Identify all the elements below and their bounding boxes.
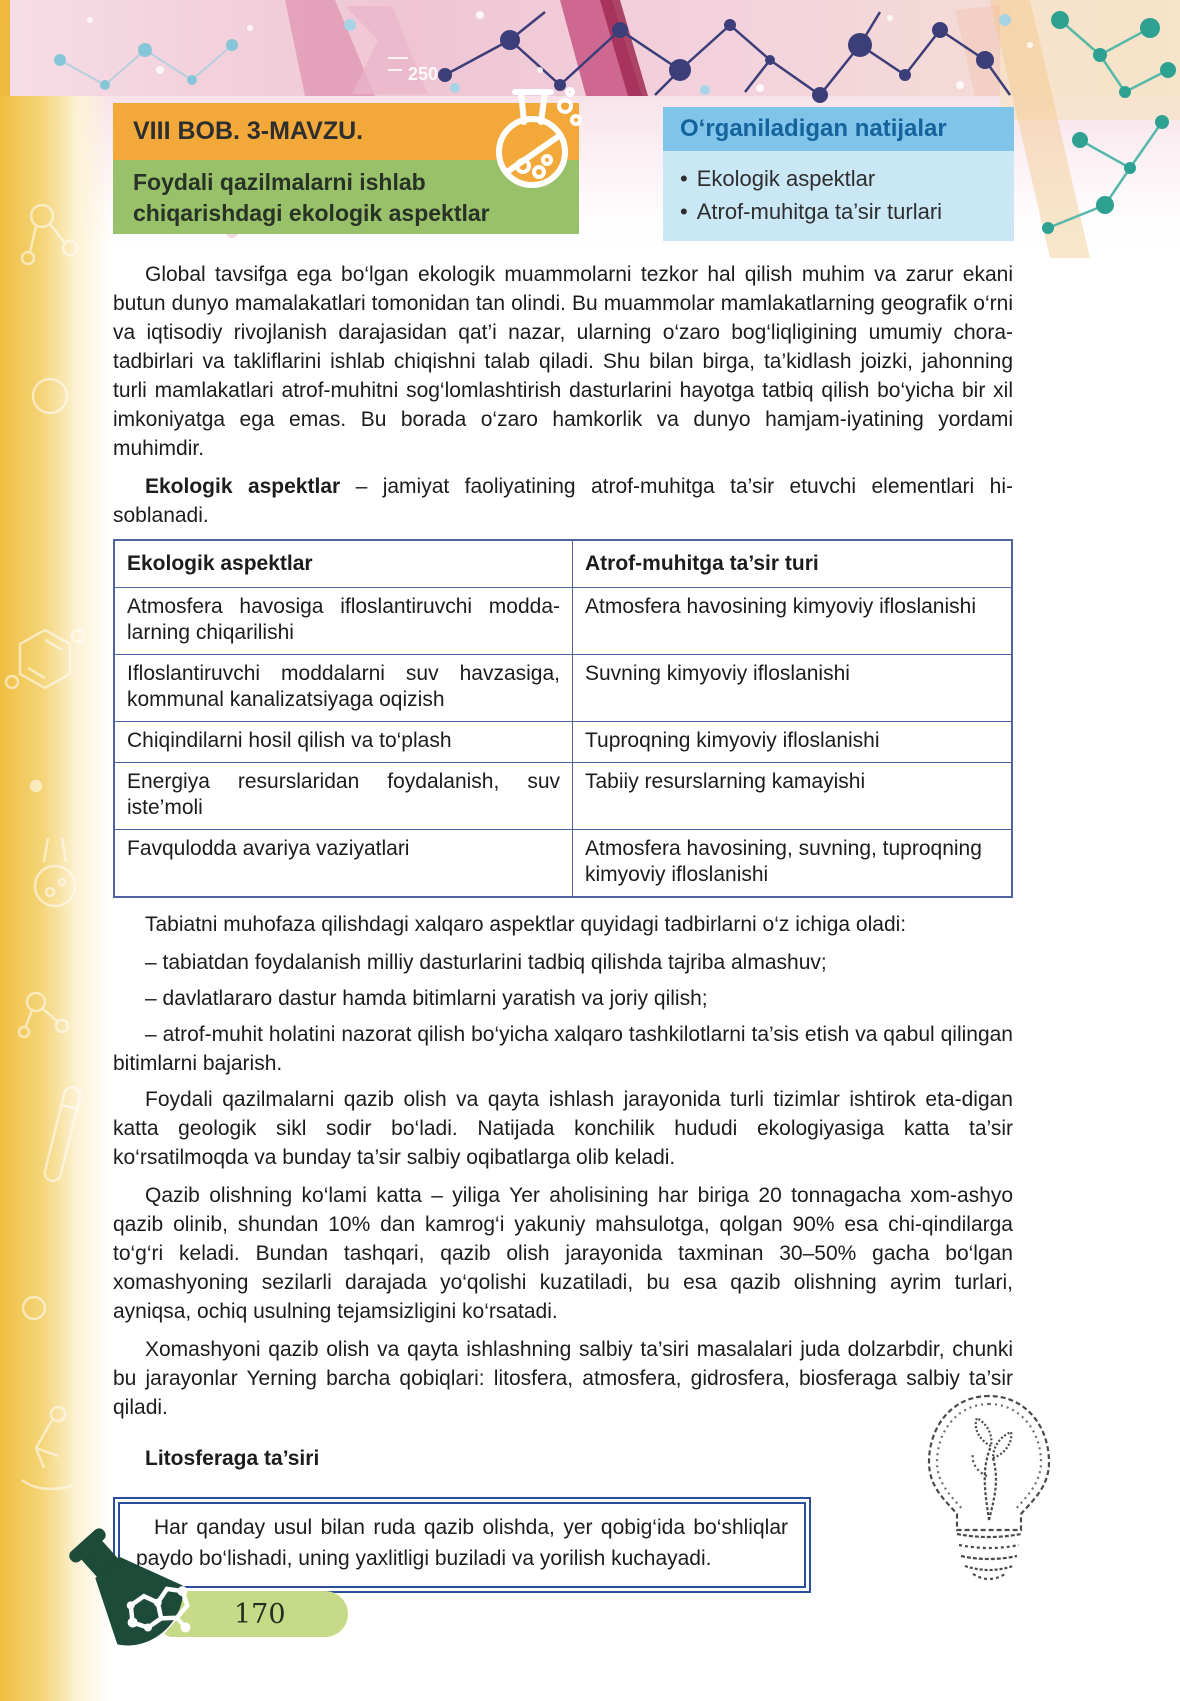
lightbulb-icon: [903, 1384, 1075, 1589]
info-box-text: Har qanday usul bilan ruda qazib olishda, yer qobig‘ida bo‘shliqlar paydo bo‘lishadi, uning yaxlitligi buziladi va yorilish kuchayadi.: [136, 1516, 788, 1570]
table-row: [114, 830, 1012, 898]
topic-title-line2: chiqarishdagi ekologik aspektlar: [133, 200, 490, 226]
table-cell: Suvning kimyoviy ifloslanishi: [573, 655, 1013, 722]
table-row: [114, 588, 1012, 655]
table-cell: Chiqindilarni hosil qilish va to‘plash: [114, 722, 573, 763]
test-tube-icon: [43, 1086, 82, 1183]
table-cell: Energiya resurslaridan foydalanish, suv iste’moli: [114, 763, 573, 830]
side-strip: [0, 96, 112, 1701]
flask-icon: [477, 84, 587, 196]
aspects-table: [113, 539, 1013, 898]
paragraph-aspects-definition: [113, 472, 1013, 530]
outcome-item: [680, 195, 1000, 228]
flask-logo-icon: [52, 1516, 242, 1701]
outcomes-title: O‘rganiladigan natijalar: [680, 115, 947, 142]
paragraph-extraction-scale: Qazib olishning ko‘lami katta – yiliga Yer aholisining har biriga 20 tonnagacha xom-ashyo qazib olinib, shundan 10% dan kamrog‘i yakuniy mahsulotga, qolgan 90% esa chi-qindilarga to‘g‘ri keladi. Bundan tashqari, qazib olish jarayonida taxminan 30–50% gacha bo‘lgan xomashyoning sezilarli darajada yo‘qolishi kuzatiladi, bu esa qazib olishning ayrim turlari, ayniqsa, ochiq usulning tejamsizligini ko‘rsatadi.: [113, 1184, 1013, 1323]
list-item: – davlatlararo dastur hamda bitimlarni yaratish va joriy qilish;: [145, 987, 708, 1010]
ring-icon: [33, 379, 67, 413]
aspects-lead: Ekologik aspektlar: [145, 475, 341, 498]
microscope-icon: [22, 1407, 72, 1489]
table-cell: Atmosfera havosining, suvning, tuproqning kimyoviy ifloslanishi: [573, 830, 1013, 898]
list-item: – tabiatdan foydalanish milliy dasturlarini tadbiq qilishda tajriba almashuv;: [145, 951, 827, 974]
flask-graduation-label: 250: [408, 64, 439, 84]
molecule-icon: [22, 205, 77, 264]
table-header-aspects: Ekologik aspektlar: [114, 540, 573, 588]
aspects-rest: – jamiyat faoliyatining atrof-muhitga ta’sir etuvchi elementlari hi-soblanadi.: [113, 475, 1013, 527]
bullet-icon: •: [680, 199, 688, 224]
table-header-impact: Atrof-muhitga ta’sir turi: [573, 540, 1013, 588]
paragraph-geologic-cycle: Foydali qazilmalarni qazib olish va qayta ishlash jarayonida turli tizimlar ishtirok eta-digan katta geologik sikl sodir bo‘ladi. Natijada konchilik hududi ekologiyasiga katta ta’sir ko‘rsatilmoqda va bunday ta’sir salbiy oqibatlarga olib keladi.: [113, 1088, 1013, 1169]
bullet-icon: •: [680, 166, 688, 191]
table-cell: Atmosfera havosiga ifloslantiruvchi modda-larning chiqarilishi: [114, 588, 573, 655]
lightbulb-illustration: [903, 1384, 1075, 1594]
list-item: – atrof-muhit holatini nazorat qilish bo‘yicha xalqaro tashkilotlarni ta’sis etish va qabul qilingan bitimlarni bajarish.: [113, 1023, 1013, 1075]
outcomes-panel: [663, 107, 1014, 241]
table-row: [114, 763, 1012, 830]
table-cell: Tabiiy resurslarning kamayishi: [573, 763, 1013, 830]
outcomes-list: [663, 151, 1014, 241]
benzene-icon: [6, 630, 84, 688]
litosphere-heading: Litosferaga ta’siri: [145, 1447, 320, 1470]
content-area: [113, 260, 1013, 1593]
table-cell: Ifloslantiruvchi moddalarni suv havzasiga, kommunal kanalizatsiyaga oqizish: [114, 655, 573, 722]
paragraph-negative-impact: Xomashyoni qazib olish va qayta ishlashning salbiy ta’siri masalalari juda dolzarbdir, chunki bu jarayonlar Yerning barcha qobiqlari: litosfera, atmosfera, gidrosfera, biosferaga salbiy ta’sir qiladi.: [113, 1338, 1013, 1419]
outcome-label: Ekologik aspektlar: [696, 166, 876, 191]
round-flask-icon: [35, 838, 75, 906]
paragraph-global-problems: Global tavsifga ega bo‘lgan ekologik muammolarni tezkor hal qilish muhim va zarur ekani butun dunyo mamalakatlari tomonidan tan olindi. Bu muammolar mamlakatlarning geografik o‘rni va iqtisodiy rivojlanish darajasidan qat’i nazar, ularning o‘zaro bog‘liqligining umumiy chora-tadbirlari va takliflarini ishlab chiqishni talab qiladi. Shu bilan birga, ta’kidlash joizki, jahonning turli mamlakatlari atrof-muhitni sog‘lomlashtirish dasturlarini hayotga tatbiq qilish bo‘yicha bir xil imkoniyatga ega emas. Bu borada o‘zaro hamkorlik va dunyo hamjam-iyatining yordami muhimdir.: [113, 263, 1013, 460]
chapter-title: VIII BOB. 3-MAVZU.: [133, 117, 364, 145]
outcome-item: [680, 162, 1000, 195]
small-molecule-icon: [19, 993, 68, 1037]
topic-title-line1: Foydali qazilmalarni ishlab: [133, 169, 426, 195]
table-cell: Favqulodda avariya vaziyatlari: [114, 830, 573, 898]
small-ring-icon: [23, 1297, 45, 1319]
outcomes-header: [663, 107, 1014, 151]
table-cell: Atmosfera havosining kimyoviy ifloslanishi: [573, 588, 1013, 655]
table-cell: Tuproqning kimyoviy ifloslanishi: [573, 722, 1013, 763]
page-number: 170: [234, 1599, 286, 1630]
outcome-label: Atrof-muhitga ta’sir turlari: [696, 199, 943, 224]
paragraph-international: Tabiatni muhofaza qilishdagi xalqaro aspektlar quyidagi tadbirlarni o‘z ichiga oladi:: [145, 913, 907, 936]
table-row: [114, 655, 1012, 722]
table-header-row: [114, 540, 1012, 588]
table-row: [114, 722, 1012, 763]
